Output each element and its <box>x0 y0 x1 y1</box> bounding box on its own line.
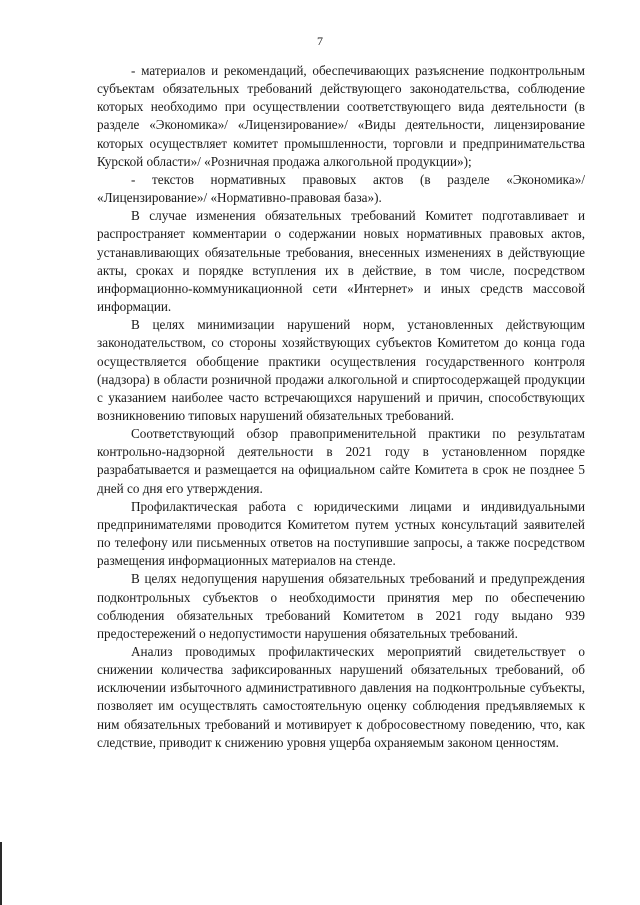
paragraph-analysis-conclusion: Анализ проводимых профилактических мероприятий свидетельствует о снижении количества зафиксированных нарушений обязательных требований, об исключении избыточного административного давления на подконтрольные субъекты, позволяет им осуществлять самостоятельную оценку соблюдения предъявляемых к ним обязательных требований и мотивирует к добросовестному поведению, что, как следствие, приводит к снижению уровня ущерба охраняемым законом ценностям. <box>97 644 585 750</box>
paragraph-legal-texts-list-item: - текстов нормативных правовых актов (в разделе «Экономика»/ «Лицензирование»/ «Нормативно-правовая база»). <box>97 171 585 206</box>
paragraph-preventive-work: Профилактическая работа с юридическими лицами и индивидуальными предпринимателями проводится Комитетом путем устных консультаций заявителей по телефону или письменных ответов на поступившие запросы, а также посредством размещения информационных материалов на стенде. <box>97 498 585 569</box>
scan-edge-mark <box>0 842 2 905</box>
page-number: 7 <box>317 34 323 48</box>
paragraph-materials-list-item: - материалов и рекомендаций, обеспечивающих разъяснение подконтрольным субъектам обязательных требований действующего законодательства, соблюдение которых необходимо при осуществлении соответствующего вида деятельности (в разделе «Экономика»/ «Лицензирование»/ «Виды деятельности, лицензирование которых осуществляет комитет промышленности, торговли и предпринимательства Курской области»/ «Розничная продажа алкогольной продукции»); <box>97 63 585 169</box>
paragraph-requirements-changes: В случае изменения обязательных требований Комитет подготавливает и распространяет комментарии о содержании новых нормативных правовых актов, устанавливающих обязательные требования, внесенных изменениях в действующие акты, сроках и порядке вступления их в действие, в том числе, посредством информационно-коммуникационной сети «Интернет» и иных средств массовой информации. <box>97 208 585 315</box>
paragraph-enforcement-review: Соответствующий обзор правоприменительной практики по результатам контрольно-надзорной деятельности в 2021 году в установленном порядке разрабатывается и размещается на официальном сайте Комитета в срок не позднее 5 дней со дня его утверждения. <box>97 426 585 496</box>
paragraph-warnings-issued: В целях недопущения нарушения обязательных требований и предупреждения подконтрольных субъектов о необходимости принятия мер по обеспечению соблюдения обязательных требований Комитетом в 2021 году выдано 939 предостережений о недопустимости нарушения обязательных требований. <box>97 571 585 641</box>
document-body <box>97 62 585 752</box>
paragraph-minimizing-violations: В целях минимизации нарушений норм, установленных действующим законодательством, со стороны хозяйствующих субъектов Комитетом до конца года осуществляется обобщение практики осуществления государственного контроля (надзора) в области розничной продажи алкогольной и спиртосодержащей продукции с указанием наиболее часто встречающихся нарушений и причин, способствующих возникновению типовых нарушений обязательных требований. <box>97 317 585 423</box>
